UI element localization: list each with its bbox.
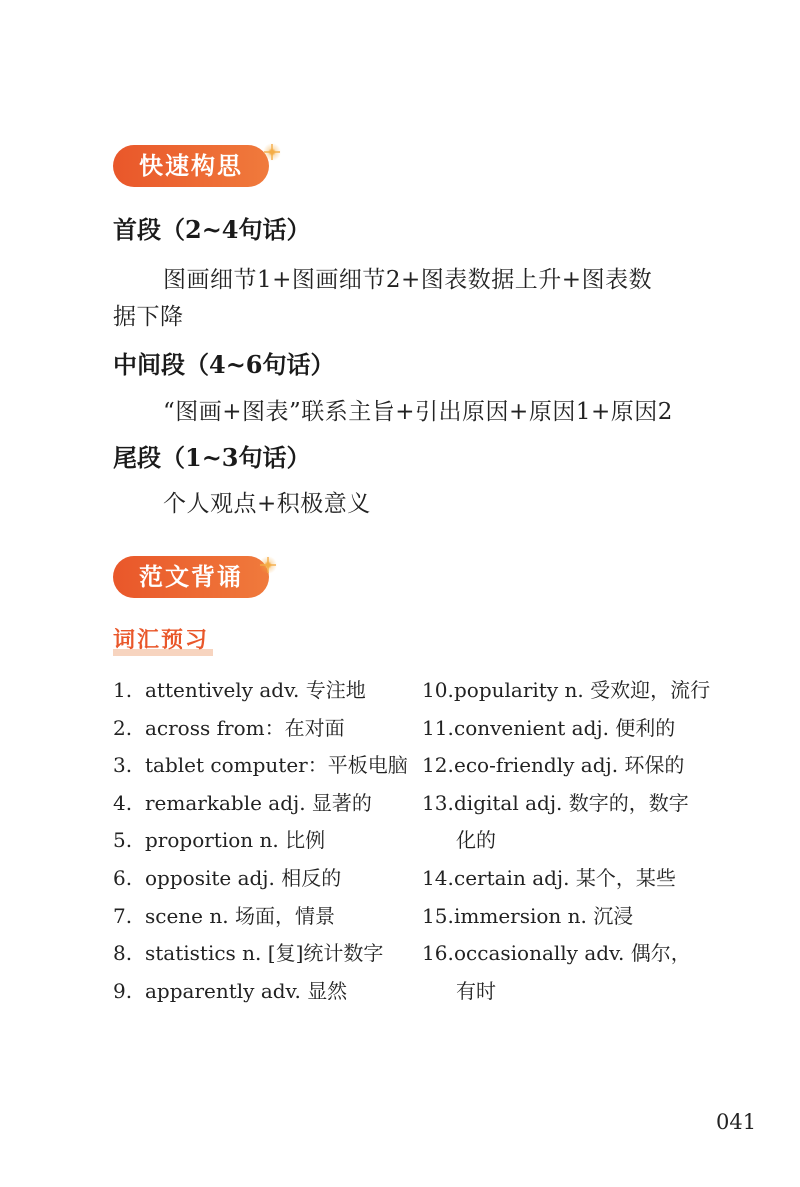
vocab-entry: scene n. 场面，情景: [145, 903, 335, 928]
vocab-entry: across from：在对面: [145, 715, 345, 740]
vocab-item: [113, 672, 413, 710]
vocab-entry: proportion n. 比例: [145, 828, 326, 853]
vocab-item: [113, 935, 413, 973]
vocab-item: [422, 785, 712, 823]
vocab-item: [113, 747, 413, 785]
vocab-entry: statistics n. [复]统计数字: [145, 941, 384, 966]
vocab-item-continuation: 化的: [456, 828, 496, 853]
vocab-title: 词汇预习: [113, 627, 210, 653]
last-paragraph-heading: 尾段（1~3句话）: [113, 443, 311, 472]
last-paragraph-line-1: 个人观点+积极意义: [163, 491, 371, 517]
vocab-item: [113, 822, 413, 860]
vocab-number: 6.: [113, 865, 133, 890]
vocab-item-continuation: 有时: [456, 978, 496, 1003]
middle-paragraph-heading: 中间段（4~6句话）: [113, 350, 335, 379]
section-title-model-essay: 范文背诵: [113, 556, 269, 598]
vocab-list-right: [422, 672, 712, 1010]
middle-paragraph-line-1: “图画+图表”联系主旨+引出原因+原因1+原因2: [163, 399, 673, 425]
vocab-number: 14.: [422, 865, 454, 890]
vocab-item: [422, 935, 712, 973]
vocab-entry: tablet computer：平板电脑: [145, 753, 408, 778]
vocab-number: 7.: [113, 903, 133, 928]
vocab-number: 15.: [422, 903, 454, 928]
vocab-number: 1.: [113, 678, 133, 702]
vocab-entry: eco-friendly adj. 环保的: [454, 753, 685, 778]
vocab-number: 5.: [113, 828, 133, 853]
vocab-item: [113, 710, 413, 748]
vocab-entry: opposite adj. 相反的: [145, 865, 342, 890]
first-paragraph-line-2: 据下降: [113, 304, 184, 330]
vocab-item: [422, 860, 712, 898]
sparkle-decoration-icon: [262, 142, 282, 162]
vocab-number: 3.: [113, 753, 133, 778]
vocab-number: 2.: [113, 715, 133, 740]
vocab-entry: apparently adv. 显然: [145, 978, 348, 1003]
vocab-entry: attentively adv. 专注地: [145, 678, 366, 702]
vocab-number: 8.: [113, 941, 133, 966]
vocab-item: [113, 860, 413, 898]
vocab-item: [422, 898, 712, 936]
vocab-number: 11.: [422, 715, 454, 740]
vocab-entry: remarkable adj. 显著的: [145, 790, 372, 815]
vocab-entry: popularity n. 受欢迎，流行: [454, 678, 711, 702]
vocab-item: [113, 898, 413, 936]
vocab-entry: convenient adj. 便利的: [454, 715, 676, 740]
first-paragraph-heading: 首段（2~4句话）: [113, 215, 311, 244]
vocab-entry: immersion n. 沉浸: [454, 903, 634, 928]
vocab-item: [422, 747, 712, 785]
first-paragraph-line-1: 图画细节1+图画细节2+图表数据上升+图表数: [163, 267, 653, 293]
vocab-item: [113, 973, 413, 1011]
vocab-number: 13.: [422, 790, 454, 815]
vocab-number: 16.: [422, 941, 454, 966]
vocab-entry: certain adj. 某个，某些: [454, 865, 676, 890]
section-title-quick-outline: 快速构思: [113, 145, 269, 187]
vocab-entry: digital adj. 数字的，数字: [454, 790, 689, 815]
vocab-number: 9.: [113, 978, 133, 1003]
vocab-number: 12.: [422, 753, 454, 778]
page-number: 041: [716, 1110, 757, 1134]
vocab-item: [113, 785, 413, 823]
vocab-entry: occasionally adv. 偶尔，: [454, 941, 691, 966]
vocab-list-left: [113, 672, 413, 1010]
sparkle-decoration-icon: [258, 555, 278, 575]
vocab-number: 4.: [113, 790, 133, 815]
vocab-item: [422, 672, 712, 710]
vocab-item: [422, 710, 712, 748]
vocab-number: 10.: [422, 678, 454, 702]
